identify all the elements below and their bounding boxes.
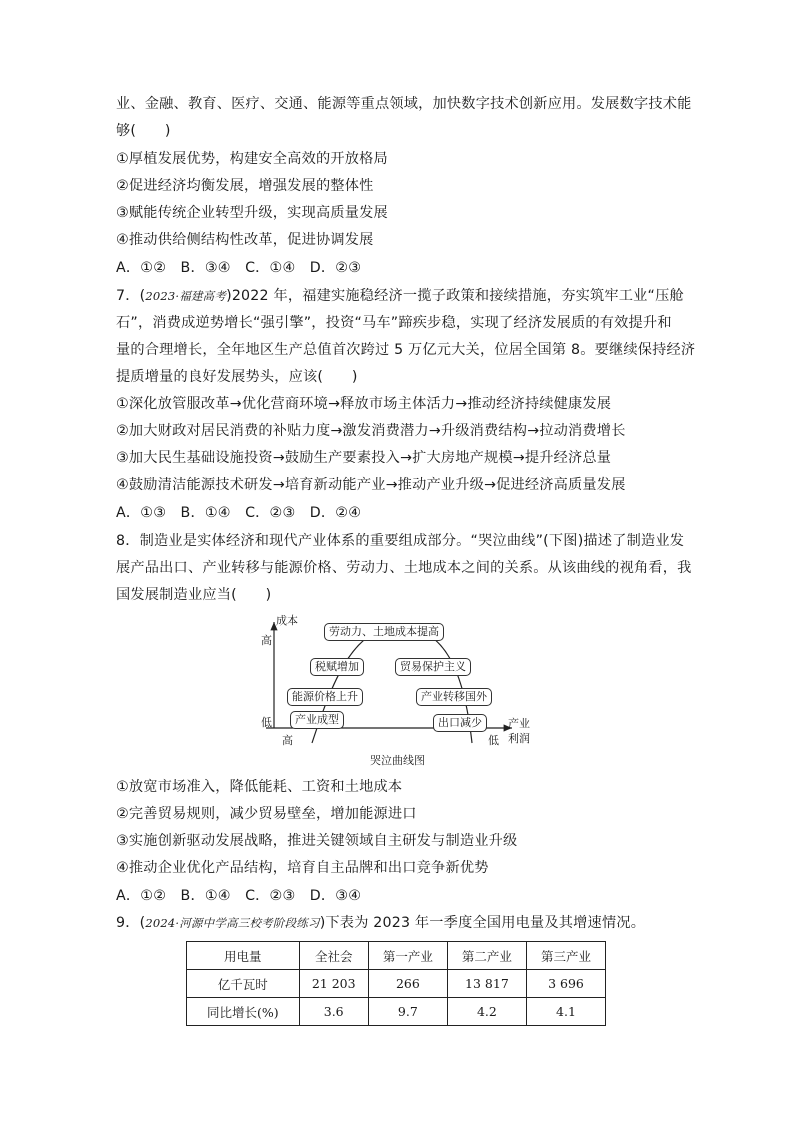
box-industry-transfer: 产业转移国外 — [416, 688, 492, 706]
table-header-cell: 全社会 — [299, 942, 368, 970]
q6-stem-line: 业、金融、教育、医疗、交通、能源等重点领域，加快数字技术创新应用。发展数字技术能 — [116, 96, 692, 112]
q6-option-1: ①厚植发展优势，构建安全高效的开放格局 — [116, 151, 388, 167]
q6-option-2: ②促进经济均衡发展，增强发展的整体性 — [116, 178, 374, 194]
q7-source: 2023·福建高考 — [145, 289, 227, 303]
table-header-cell: 第二产业 — [447, 942, 526, 970]
q7-answers: A．①③ B．①④ C．②③ D．②④ — [116, 505, 362, 521]
q9-source: 2024·河源中学高三校考阶段练习 — [145, 916, 320, 930]
q7-stem-line-1 — [116, 286, 684, 306]
q9-number: 9．( — [116, 915, 146, 931]
table-header-row — [187, 942, 606, 970]
q8-option-3: ③实施创新驱动发展战略，推进关键领域自主研发与制造业升级 — [116, 833, 518, 849]
box-labor-land-cost: 劳动力、土地成本提高 — [324, 623, 444, 641]
x-high-label: 高 — [282, 734, 293, 747]
x-axis-label-2: 利润 — [508, 732, 530, 745]
table-header-cell: 第一产业 — [368, 942, 447, 970]
q9-stem-text: )下表为 2023 年一季度全国用电量及其增速情况。 — [319, 915, 646, 931]
table-cell: 13 817 — [447, 970, 526, 998]
table-cell: 21 203 — [299, 970, 368, 998]
q6-answers: A．①② B．③④ C．①④ D．②③ — [116, 260, 362, 276]
q8-answers: A．①② B．①④ C．②③ D．③④ — [116, 888, 362, 904]
box-trade-protectionism: 贸易保护主义 — [395, 658, 471, 676]
q7-number: 7．( — [116, 288, 146, 304]
q7-stem-text: )2022 年，福建实施稳经济一揽子政策和接续措施，夯实筑牢工业“压舱 — [226, 288, 684, 304]
y-low-label: 低 — [261, 716, 272, 729]
q8-stem-line-3: 国发展制造业应当( ) — [116, 587, 272, 603]
table-cell: 3.6 — [299, 998, 368, 1026]
box-industry-formed: 产业成型 — [290, 711, 344, 729]
q6-option-3: ③赋能传统企业转型升级，实现高质量发展 — [116, 205, 388, 221]
x-low-label: 低 — [488, 734, 499, 747]
table-row — [187, 970, 606, 998]
table-cell: 4.2 — [447, 998, 526, 1026]
q8-stem-line-1: 8．制造业是实体经济和现代产业体系的重要组成部分。“哭泣曲线”(下图)描述了制造业发 — [116, 533, 685, 549]
q7-stem-line-4: 提质增量的良好发展势头，应该( ) — [116, 369, 358, 385]
q7-option-4: ④鼓励清洁能源技术研发→培育新动能产业→推动产业升级→促进经济高质量发展 — [116, 477, 626, 493]
table-header-cell: 第三产业 — [526, 942, 605, 970]
table-cell: 4.1 — [526, 998, 605, 1026]
q6-stem-end: 够( ) — [116, 123, 171, 139]
box-energy-price-rise: 能源价格上升 — [287, 688, 363, 706]
q8-option-2: ②完善贸易规则，减少贸易壁垒，增加能源进口 — [116, 806, 417, 822]
q7-option-1: ①深化放管服改革→优化营商环境→释放市场主体活力→推动经济持续健康发展 — [116, 396, 612, 412]
electricity-table — [186, 941, 606, 1026]
box-export-decrease: 出口减少 — [433, 714, 487, 732]
table-header-cell: 用电量 — [187, 942, 300, 970]
y-axis-label: 成本 — [276, 614, 298, 627]
x-axis-label-1: 产业 — [508, 717, 530, 730]
q7-option-3: ③加大民生基础设施投资→鼓励生产要素投入→扩大房地产规模→提升经济总量 — [116, 450, 612, 466]
q8-stem-line-2: 展产品出口、产业转移与能源价格、劳动力、土地成本之间的关系。从该曲线的视角看，我 — [116, 560, 692, 576]
q8-option-4: ④推动企业优化产品结构，培育自主品牌和出口竞争新优势 — [116, 860, 489, 876]
table-cell: 266 — [368, 970, 447, 998]
q7-option-2: ②加大财政对居民消费的补贴力度→激发消费潜力→升级消费结构→拉动消费增长 — [116, 423, 626, 439]
q7-stem-line-2: 石”，消费成逆势增长“强引擎”，投资“马车”蹄疾步稳，实现了经济发展质的有效提升和 — [116, 315, 672, 331]
y-high-label: 高 — [261, 634, 272, 647]
q9-stem — [116, 913, 645, 933]
box-tax-increase: 税赋增加 — [310, 658, 364, 676]
q6-option-4: ④推动供给侧结构性改革，促进协调发展 — [116, 232, 374, 248]
table-row — [187, 998, 606, 1026]
q7-stem-line-3: 量的合理增长，全年地区生产总值首次跨过 5 万亿元大关，位居全国第 8。要继续保持经济 — [116, 342, 696, 358]
table-cell: 3 696 — [526, 970, 605, 998]
table-cell: 亿千瓦时 — [187, 970, 300, 998]
table-cell: 同比增长(%) — [187, 998, 300, 1026]
table-cell: 9.7 — [368, 998, 447, 1026]
crying-curve-diagram — [250, 610, 550, 770]
chart-caption: 哭泣曲线图 — [370, 754, 425, 767]
q8-option-1: ①放宽市场准入，降低能耗、工资和土地成本 — [116, 779, 403, 795]
